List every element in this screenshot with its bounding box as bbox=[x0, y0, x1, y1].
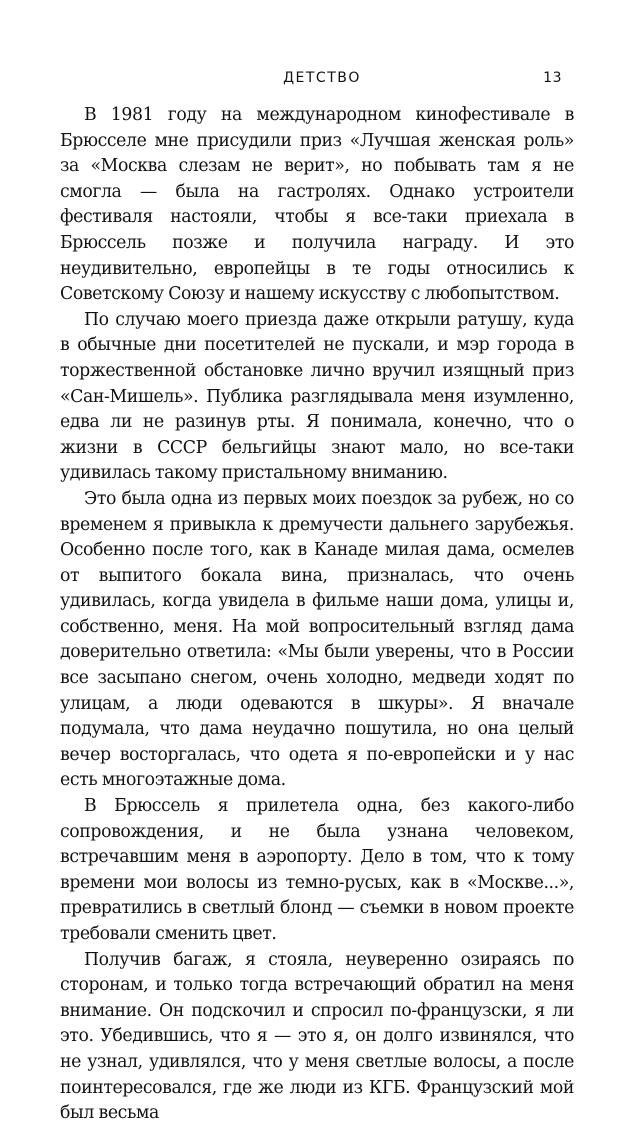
paragraph-5: Получив багаж, я стояла, неуверенно озираясь по сторонам, и только тогда встречающий обратил на меня внимание. Он подскочил и спросил по-французски, я ли это. Убедившись, что я — это я, он долго извинялся, что не узнал, удивлялся, что у меня светлые волосы, а после поинтересовался, где же люди из КГБ. Французский мой был весьма bbox=[60, 949, 574, 1124]
paragraph-3: Это была одна из первых моих поездок за рубеж, но со временем я привыкла к дремучести дальнего зарубежья. Особенно после того, как в Канаде милая дама, осмелев от выпитого бокала вина, призналась, что очень удивилась, когда увидела в фильме наши дома, улицы и, собственно, меня. На мой вопросительный взгляд дама доверительно ответила: «Мы были уверены, что в России все засыпано снегом, очень холодно, медведи ходят по улицам, а люди одеваются в шкуры». Я вначале подумала, что дама неудачно пошутила, но она целый вечер восторгалась, что одета я по-европейски и у нас есть многоэтажные дома. bbox=[60, 488, 574, 791]
paragraph-1: В 1981 году на международном кинофестивале в Брюсселе мне присудили приз «Лучшая женская роль» за «Москва слезам не верит», но побывать там я не смогла — была на гастролях. Однако устроители фестиваля настояли, чтобы я все-таки приехала в Брюссель позже и получила награду. И это неудивительно, европейцы в те годы относились к Советскому Союзу и нашему искусству с любопытством. bbox=[60, 105, 574, 305]
page-number: 13 bbox=[543, 70, 562, 86]
chapter-title: ДЕТСТВО bbox=[283, 70, 361, 86]
body-text bbox=[60, 103, 574, 1127]
running-header bbox=[0, 70, 644, 90]
paragraph-4: В Брюссель я прилетела одна, без какого-либо сопровождения, и не была узнана человеком, встречавшим меня в аэропорту. Дело в том, что к тому времени мои волосы из темно-русых, как в «Москве...», превратились в светлый блонд — съемки в новом проекте требовали сменить цвет. bbox=[60, 796, 574, 944]
paragraph-2: По случаю моего приезда даже открыли ратушу, куда в обычные дни посетителей не пускали, и мэр города в торжественной обстановке лично вручил изящный приз «Сан-Мишель». Публика разглядывала меня изумленно, едва ли не разинув рты. Я понимала, конечно, что о жизни в СССР бельгийцы знают мало, но все-таки удивилась такому пристальному вниманию. bbox=[60, 309, 574, 484]
